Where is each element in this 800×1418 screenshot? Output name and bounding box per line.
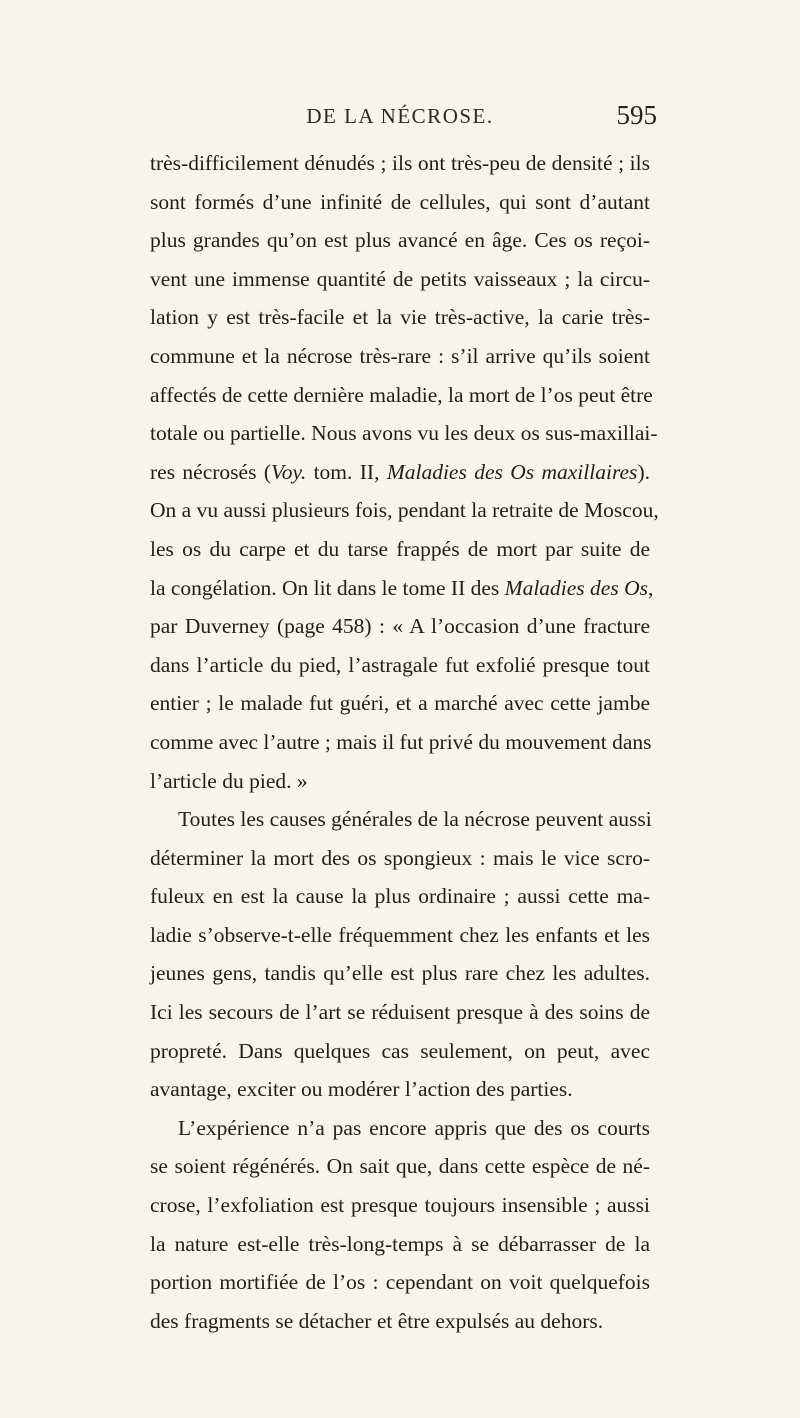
text-line: les os du carpe et du tarse frappés de mort par suite de: [150, 536, 650, 561]
text-line: Ici les secours de l’art se réduisent presque à des soins de: [150, 1000, 650, 1025]
text-segment: res nécrosés (: [150, 459, 271, 484]
text-line: comme avec l’autre ; mais il fut privé du mouvement dans: [150, 729, 652, 754]
text-line: par Duverney (page 458) : « A l’occasion d’une fracture: [150, 614, 650, 639]
text-line: [150, 453, 650, 492]
text-line: des fragments se détacher et être expulsés au dehors.: [150, 1308, 604, 1333]
text-line: [150, 569, 654, 608]
italic-abbreviation: Voy.: [270, 459, 307, 484]
text-line: vent une immense quantité de petits vaisseaux ; la circu-: [150, 266, 650, 291]
text-segment: ,: [647, 575, 654, 600]
text-line: très-difficilement dénudés ; ils ont très-peu de densité ; ils: [150, 151, 650, 175]
running-head: [0, 100, 800, 140]
text-line: Toutes les causes générales de la nécrose peuvent aussi: [178, 807, 652, 832]
text-line: On a vu aussi plusieurs fois, pendant la retraite de Moscou,: [150, 498, 659, 523]
italic-book-title: Maladies des Os: [504, 575, 648, 600]
text-line: entier ; le malade fut guéri, et a marché avec cette jambe: [150, 691, 650, 716]
text-line: la nature est-elle très-long-temps à se débarrasser de la: [150, 1231, 650, 1256]
text-line: affectés de cette dernière maladie, la mort de l’os peut être: [150, 382, 653, 407]
running-title: DE LA NÉCROSE.: [306, 104, 494, 128]
text-line: se soient régénérés. On sait que, dans cette espèce de né-: [150, 1154, 650, 1179]
text-line: plus grandes qu’on est plus avancé en âge. Ces os reçoi-: [150, 228, 650, 253]
text-segment: tom. II,: [306, 459, 387, 484]
text-line: lation y est très-facile et la vie très-active, la carie très-: [150, 305, 650, 330]
text-line: propreté. Dans quelques cas seulement, on peut, avec: [150, 1038, 650, 1063]
text-line: crose, l’exfoliation est presque toujours insensible ; aussi: [150, 1193, 650, 1218]
text-segment: la congélation. On lit dans le tome II des: [150, 575, 505, 600]
text-line: totale ou partielle. Nous avons vu les deux os sus-maxillai-: [150, 421, 658, 446]
text-segment: ).: [637, 459, 650, 484]
text-line: jeunes gens, tandis qu’elle est plus rare chez les adultes.: [150, 961, 650, 986]
text-line: l’article du pied. »: [150, 768, 308, 793]
text-line: dans l’article du pied, l’astragale fut exfolié presque tout: [150, 652, 650, 677]
body-text: [150, 144, 659, 1340]
text-line: sont formés d’une infinité de cellules, qui sont d’autant: [150, 189, 650, 214]
text-line: fuleux en est la cause la plus ordinaire ; aussi cette ma-: [150, 884, 650, 909]
text-line: déterminer la mort des os spongieux : mais le vice scro-: [150, 845, 650, 870]
page-number: 595: [616, 100, 657, 130]
text-line: portion mortifiée de l’os : cependant on voit quelquefois: [150, 1270, 650, 1295]
text-line: L’expérience n’a pas encore appris que des os courts: [178, 1115, 650, 1140]
text-line: avantage, exciter ou modérer l’action des parties.: [150, 1077, 573, 1102]
text-line: ladie s’observe-t-elle fréquemment chez les enfants et les: [150, 922, 650, 947]
text-line: commune et la nécrose très-rare : s’il arrive qu’ils soient: [150, 343, 650, 368]
italic-book-title: Maladies des Os maxillaires: [386, 459, 638, 484]
